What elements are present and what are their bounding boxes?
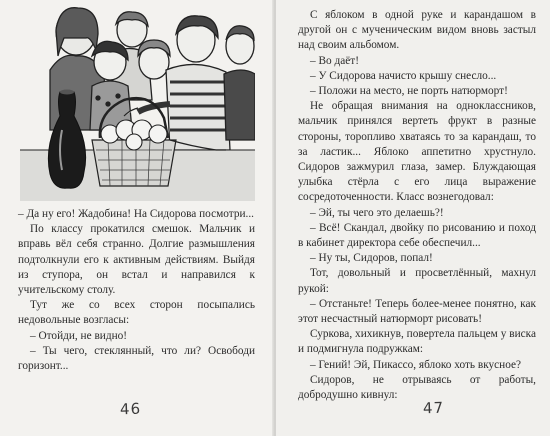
- page-number: 47: [422, 398, 445, 418]
- right-paragraph: – Положи на место, не порть натюрморт!: [310, 85, 508, 98]
- left-paragraph: – Отойди, не видно!: [30, 329, 128, 342]
- right-paragraph: – Всё! Скандал, двойку по рисованию и поход в кабинет директора себе обеспечил...: [298, 221, 536, 250]
- left-paragraph: – Да ну его! Жадобина! На Сидорова посмотри...: [18, 208, 254, 220]
- right-paragraph: Тот, довольный и просветлённый, махнул рукой:: [298, 267, 536, 295]
- right-paragraph: – Гений! Эй, Пикассо, яблоко хоть вкусное?: [310, 358, 522, 371]
- right-paragraph: Не обращая внимания на одноклассников, мальчик принялся вертеть фрукт в разные стороны, торопливо хватаясь то за карандаш, то за ластик... Яблоко аппетитно хрустнуло. Сидоров зажмурил глаза, замер. Блуждающая улыбка стёрла с его лица выражение сосредоточенности. Класс вознегодовал:: [298, 100, 536, 204]
- right-paragraph: Сидоров, не отрываясь от работы, добродушно кивнул:: [298, 373, 536, 402]
- right-paragraph: С яблоком в одной руке и карандашом в другой он с мученическим видом вновь застыл над своим альбомом.: [298, 9, 536, 52]
- right-paragraph: – Эй, ты чего это делаешь?!: [310, 206, 444, 219]
- right-page: [276, 0, 550, 436]
- left-paragraph: – Ты чего, стеклянный, что ли? Освободи горизонт...: [18, 344, 255, 373]
- right-paragraph: – Во даёт!: [310, 54, 359, 67]
- right-paragraph: Суркова, хихикнув, повертела пальцем у виска и подмигнула подружкам:: [298, 328, 536, 356]
- right-paragraph: – Ну ты, Сидоров, попал!: [310, 252, 433, 265]
- right-paragraph: – У Сидорова начисто крышу снесло...: [310, 69, 497, 82]
- left-page-text: [18, 207, 255, 374]
- right-page-text: [298, 8, 536, 403]
- left-paragraph: Тут же со всех сторон посыпались недовольные возгласы:: [18, 299, 255, 327]
- left-paragraph: По классу прокатился смешок. Мальчик и вправь вёл себя странно. Долгие размышления подтолкнули его к активным действиям. Выйдя из ступора, он встал и направился к учительскому столу.: [18, 223, 255, 297]
- left-page: [0, 0, 274, 436]
- page-number: 46: [119, 399, 142, 419]
- right-paragraph: – Отстаньте! Теперь более-менее понятно, как этот несчастный натюрморт рисовать!: [298, 297, 536, 326]
- classroom-illustration-icon: [20, 0, 255, 201]
